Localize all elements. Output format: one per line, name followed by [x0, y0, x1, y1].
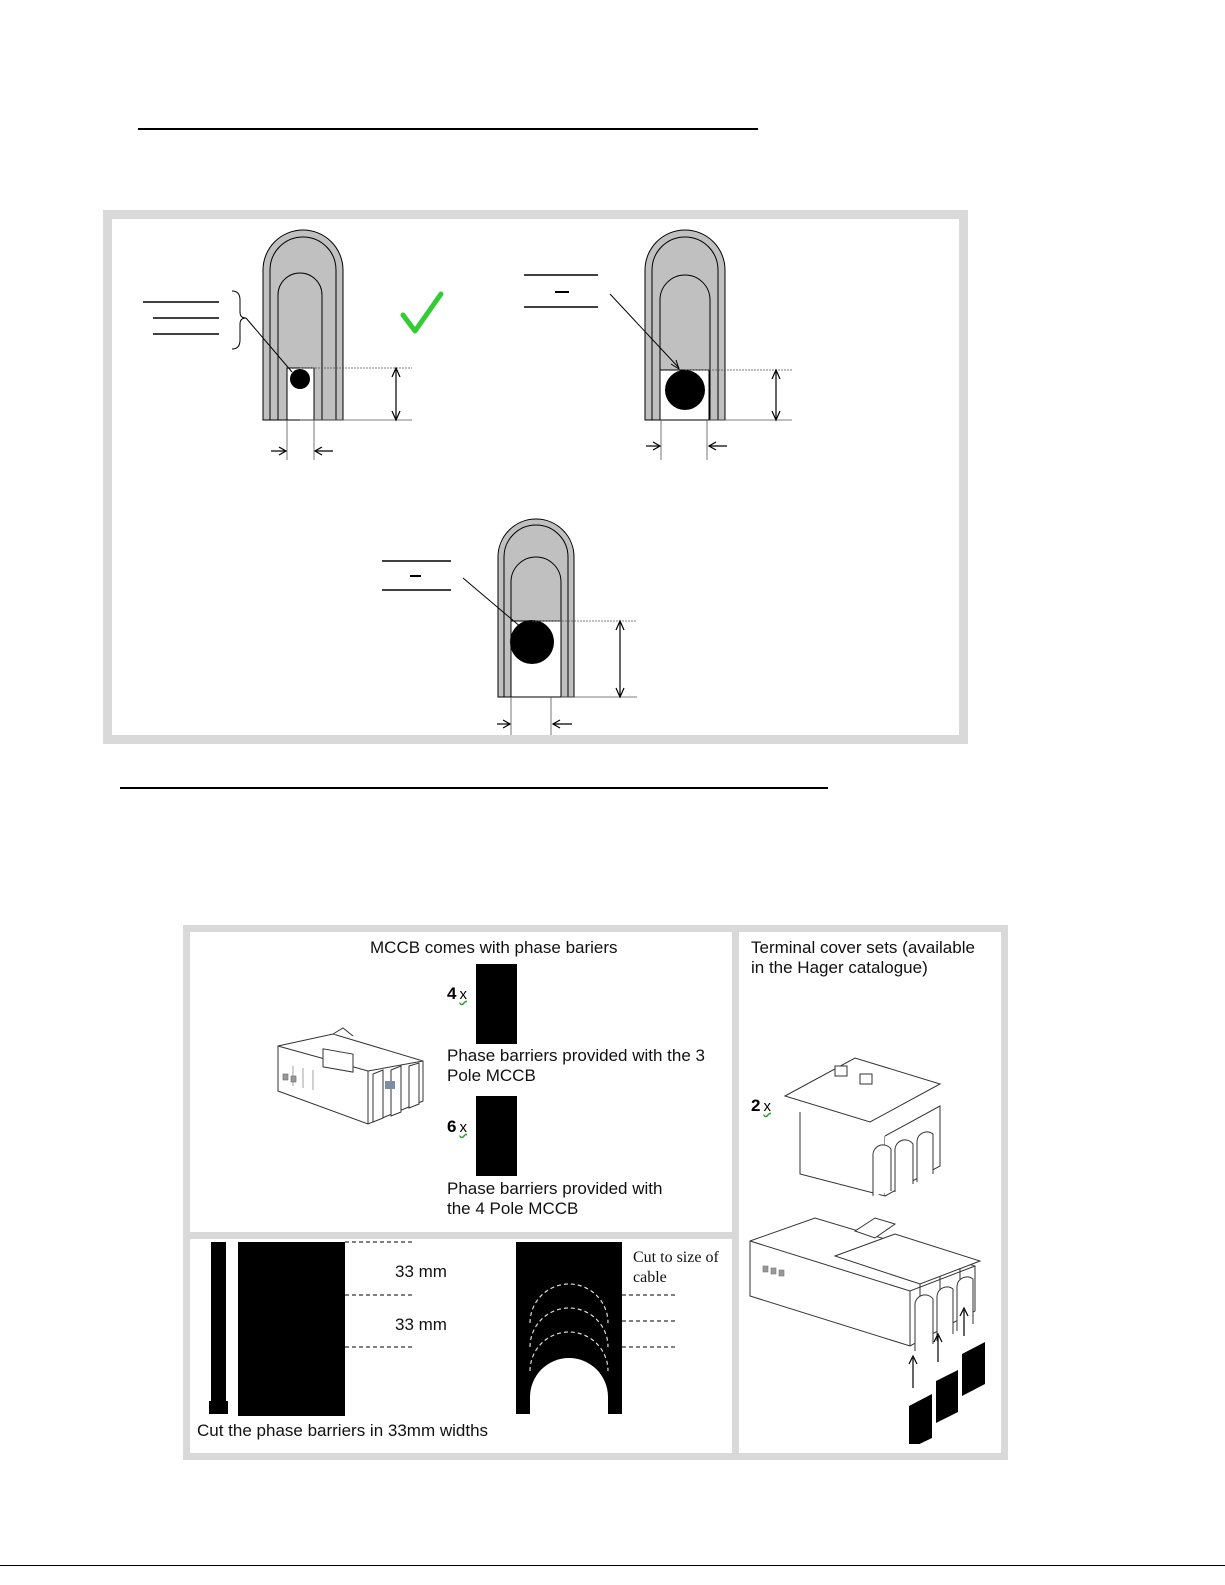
phase-barrier-strip [476, 1096, 517, 1176]
panel-b-caption: Cut the phase barriers in 33mm widths [197, 1421, 489, 1440]
panel-a-caption-4pole: Phase barriers provided with the 4 Pole MCCB [447, 1179, 663, 1218]
panel-a-caption-3pole: Phase barriers provided with the 3 Pole MCCB [447, 1046, 705, 1085]
panel-a-qty-4pole: 6 x [447, 1117, 467, 1136]
cut-to-size-note: Cut to size of cable [633, 1249, 719, 1286]
barrier-large-cable [382, 519, 637, 735]
barrier-sizing-diagram-frame [103, 210, 968, 744]
phase-barrier-strip [476, 964, 517, 1044]
mccb-breaker-illustration [273, 1026, 433, 1126]
terminal-cover-illustration [745, 1056, 995, 1444]
dimension-label-1: 33 mm [395, 1262, 447, 1281]
barrier-sizing-diagram [112, 219, 959, 735]
barrier-medium-cable [524, 230, 792, 460]
panel-divider-vertical [732, 932, 739, 1453]
panel-a-title: MCCB comes with phase bariers [370, 938, 618, 957]
page-bottom-rule [0, 1565, 1225, 1566]
panel-a-qty-3pole: 4 x [447, 984, 467, 1003]
panel-c-qty: 2 x [751, 1096, 771, 1115]
panel-c-title: Terminal cover sets (available in the Hager catalogue) [751, 938, 975, 977]
section-heading-underline-top [138, 128, 758, 130]
dimension-label-2: 33 mm [395, 1315, 447, 1334]
panel-divider-horizontal [190, 1232, 732, 1239]
section-heading-underline-bottom [120, 787, 828, 789]
barrier-small-cable [143, 230, 441, 460]
check-mark-icon [403, 294, 441, 331]
